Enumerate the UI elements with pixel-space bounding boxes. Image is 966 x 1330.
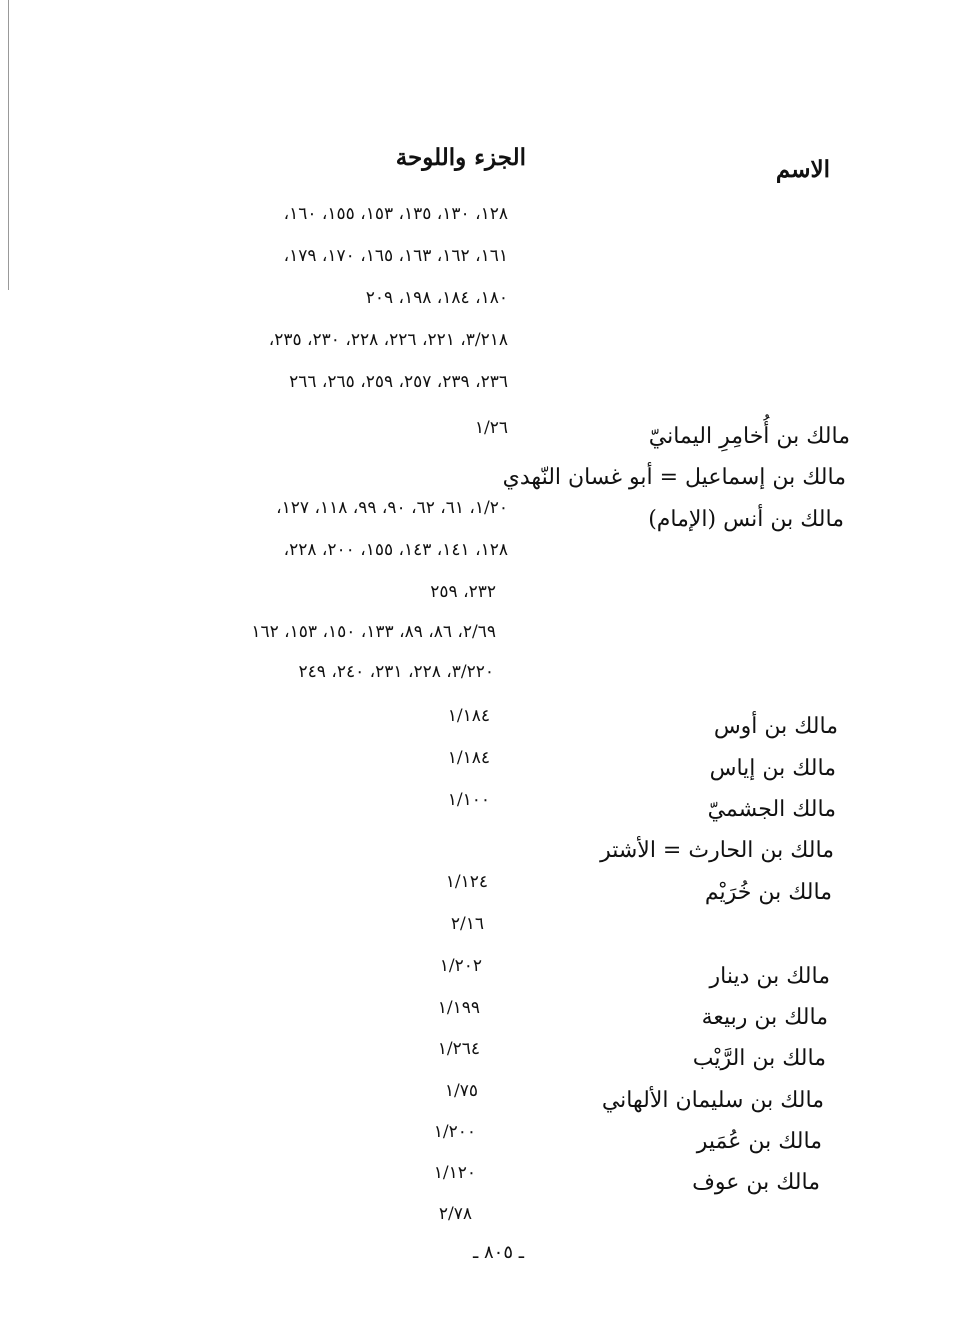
entry-name: مالك الجشميّ bbox=[707, 797, 836, 822]
ref-line: ١/١٨٤ bbox=[447, 748, 490, 768]
ref-line: ٣/٢٢٠، ٢٢٨، ٢٣١، ٢٤٠، ٢٤٩ bbox=[298, 662, 494, 682]
ref-line: ١٨٠، ١٨٤، ١٩٨، ٢٠٩ bbox=[365, 288, 508, 308]
ref-line: ١٢٨، ١٤١، ١٤٣، ١٥٥، ٢٠٠، ٢٢٨، bbox=[283, 540, 508, 560]
ref-line: ٢٣٢، ٢٥٩ bbox=[430, 582, 496, 602]
ref-line: ٢/٦٩، ٨٦، ٨٩، ١٣٣، ١٥٠، ١٥٣، ١٦٢ bbox=[251, 622, 496, 642]
header-name-column: الاسم bbox=[775, 156, 830, 183]
entry-name: مالك بن أُخامِرِ اليمانيّ bbox=[648, 424, 850, 449]
entry-name: مالك بن أنس (الإمام) bbox=[648, 507, 844, 532]
entry-name: مالك بن خُرَيْم bbox=[704, 880, 832, 905]
ref-line: ١/١٢٠ bbox=[433, 1163, 476, 1183]
ref-line: ١/١٨٤ bbox=[447, 706, 490, 726]
entry-name: مالك بن عوف bbox=[692, 1170, 820, 1195]
ref-line: ١/١٢٤ bbox=[445, 872, 488, 892]
entry-name: مالك بن الحارث = الأشتر bbox=[600, 838, 834, 863]
entry-name: مالك بن دينار bbox=[709, 964, 830, 989]
binding-margin-line bbox=[8, 0, 9, 290]
entry-name: مالك بن سليمان الألهاني bbox=[601, 1088, 824, 1113]
ref-line: ٢٣٦، ٢٣٩، ٢٥٧، ٢٥٩، ٢٦٥، ٢٦٦ bbox=[289, 372, 508, 392]
ref-line: ٣/٢١٨، ٢٢١، ٢٢٦، ٢٢٨، ٢٣٠، ٢٣٥، bbox=[268, 330, 508, 350]
ref-line: ٢/٧٨ bbox=[438, 1204, 472, 1224]
entry-name: مالك بن ربيعة bbox=[701, 1005, 828, 1030]
ref-line: ١٦١، ١٦٢، ١٦٣، ١٦٥، ١٧٠، ١٧٩، bbox=[283, 246, 508, 266]
ref-line: ٢/١٦ bbox=[450, 914, 484, 934]
ref-line: ١/٢٠، ٦١، ٦٢، ٩٠، ٩٩، ١١٨، ١٢٧، bbox=[276, 498, 508, 518]
ref-line: ١/١٩٩ bbox=[437, 998, 480, 1018]
entry-name: مالك بن أوس bbox=[713, 714, 838, 739]
entry-name: مالك بن إياس bbox=[709, 756, 836, 781]
page-number: ـ ٨٠٥ ـ bbox=[472, 1242, 524, 1263]
ref-line: ١/٢٦٤ bbox=[437, 1039, 480, 1059]
ref-line: ١/١٠٠ bbox=[447, 790, 490, 810]
header-part-page-column: الجزء واللوحة bbox=[395, 144, 526, 171]
ref-line: ١/٧٥ bbox=[444, 1081, 478, 1101]
entry-name: مالك بن إسماعيل = أبو غسان النّهدي bbox=[502, 465, 846, 490]
entry-name: مالك بن عُمَير bbox=[696, 1129, 822, 1154]
ref-line: ١/٢٦ bbox=[474, 418, 508, 438]
entry-name: مالك بن الرَّيْب bbox=[692, 1046, 826, 1071]
ref-line: ١/٢٠٠ bbox=[433, 1122, 476, 1142]
ref-line: ١٢٨، ١٣٠، ١٣٥، ١٥٣، ١٥٥، ١٦٠، bbox=[283, 204, 508, 224]
ref-line: ١/٢٠٢ bbox=[439, 956, 482, 976]
